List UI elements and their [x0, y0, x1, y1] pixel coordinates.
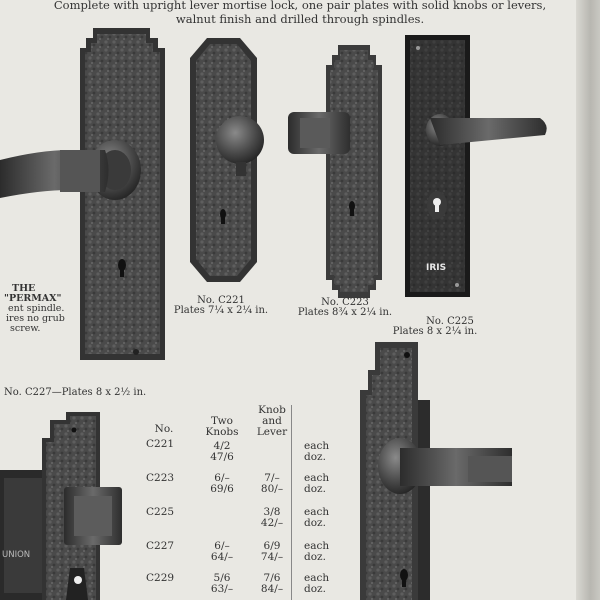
- table-row: C229 5/6 63/– 7/6 84/– each doz.: [146, 572, 330, 595]
- c225-size: Plates 8 x 2¼ in.: [392, 326, 478, 337]
- th-lever: Lever: [256, 426, 288, 438]
- iris-plate-label: IRIS: [426, 263, 447, 273]
- permax-line-2: ires no grub: [6, 313, 65, 324]
- c229-plate-image: [360, 342, 512, 600]
- th-and: and: [262, 415, 282, 427]
- table-row: C221 4/2 47/6 each doz.: [146, 438, 330, 463]
- union-lock-image: [0, 412, 122, 600]
- header-line-1: Complete with upright lever mortise lock, one pair plates with solid knobs or levers,: [53, 0, 547, 12]
- c225-number: No. C225: [426, 316, 474, 327]
- c227-caption: No. C227—Plates 8 x 2½ in.: [4, 387, 147, 398]
- table-row: C223 6/– 69/6 7/– 80/– each doz.: [146, 472, 330, 495]
- table-row: C225 3/8 42/– each doz.: [146, 506, 330, 529]
- c223-plate-image: [288, 45, 382, 298]
- c221-plate-image: [190, 38, 264, 282]
- th-knobs: Knobs: [205, 426, 239, 438]
- th-knob: Knob: [258, 404, 286, 416]
- c221-knob: [216, 116, 264, 164]
- c221-size: Plates 7¼ x 2¼ in.: [173, 305, 269, 316]
- th-two: Two: [211, 415, 233, 427]
- c221-number: No. C221: [197, 295, 245, 306]
- permax-line-3: screw.: [10, 323, 41, 334]
- permax-title-1: THE: [12, 283, 36, 294]
- c223-number: No. C223: [321, 297, 369, 308]
- c223-size: Plates 8¾ x 2¼ in.: [297, 307, 393, 318]
- th-no: No.: [154, 423, 174, 435]
- header-line-2: walnut finish and drilled through spindles.: [175, 12, 425, 26]
- union-label: UNION: [2, 550, 31, 560]
- permax-line-1: ent spindle.: [8, 303, 65, 314]
- permax-title-2: "PERMAX": [4, 293, 62, 304]
- c225-plate-image: [405, 35, 547, 297]
- table-divider: [291, 405, 292, 600]
- c225-lever: [430, 118, 547, 145]
- table-row: C227 6/– 64/– 6/9 74/– each doz.: [146, 540, 330, 563]
